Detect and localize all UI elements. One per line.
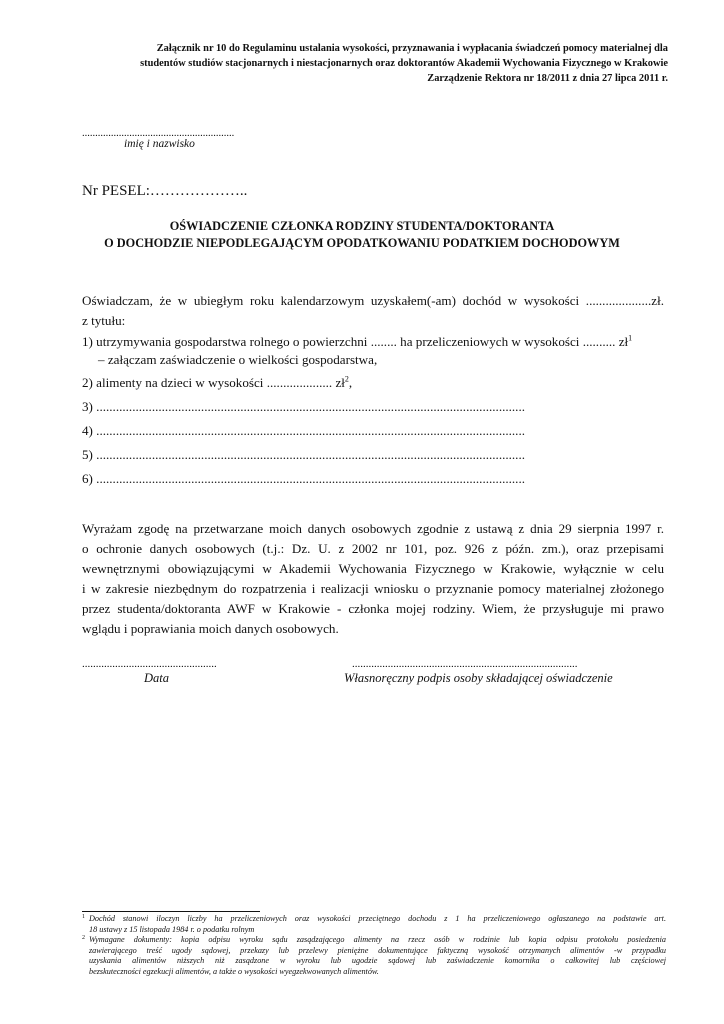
header-line: studentów studiów stacjonarnych i niestacjonarnych oraz doktorantów Akademii Wychowania Fizycznego w Krakowie [140,58,668,69]
footnote-separator [82,911,260,912]
footnote-number: 2 [82,935,85,942]
header-line: Zarządzenie Rektora nr 18/2011 z dnia 27 lipca 2011 r. [427,73,668,84]
consent-line: Wyrażam zgodę na przetwarzane moich danych osobowych zgodnie z ustawą z dnia 29 sierpnia 1997 r. [82,521,664,536]
income-item-2 [82,373,664,393]
consent-line: przez studenta/doktoranta AWF w Krakowie - członka mojej rodziny. Wiem, że przysługuje mi prawo [82,601,664,616]
income-item-6: 6) ................................................................................................................................... [82,471,526,486]
income-item-4: 4) ................................................................................................................................... [82,423,526,438]
footnote-2 [82,935,666,977]
income-item-text: 1) utrzymywania gospodarstwa rolnego o powierzchni ........ ha przeliczeniowych w wysokości .......... zł [82,334,629,349]
signature-field-label: Własnoręczny podpis osoby składającej oświadczenie [344,671,613,685]
footnote-text: Wymagane dokumenty: kopia odpisu wyroku sądu zasądzającego alimenty na rzecz osób w rodzinie lub kopia odpisu protokołu posiedzenia [89,935,666,945]
footnote-ref: 2 [344,374,349,384]
pesel-field: Nr PESEL:……………….. [82,183,248,199]
name-field-label: imię i nazwisko [124,138,195,150]
consent-line: wewnętrznymi obowiązującymi w Akademii Wychowania Fizycznego w Krakowie, wyłącznie w celu [82,561,664,576]
income-item-3: 3) ................................................................................................................................... [82,399,526,414]
declaration-line: z tytułu: [82,313,126,328]
consent-line: i w zakresie niezbędnym do rozpatrzenia i realizacji wniosku o przyznanie pomocy materialnej złożonego [82,581,664,596]
income-item-text: 2) alimenty na dzieci w wysokości .................... zł [82,375,345,390]
signature-field-dots: .................................................................................. [352,658,578,670]
income-item-1-note: – załączam zaświadczenie o wielkości gospodarstwa, [98,352,378,367]
declaration [82,291,664,331]
footnote-text: uzyskania alimentów niższych niż zasądzone w wyroku lub ugodzie sądowej lub zaświadczenie komornika o całkowitej lub częściowej [89,956,666,966]
footnotes [82,914,666,978]
footnote-1 [82,914,666,935]
header-line: Załącznik nr 10 do Regulaminu ustalania wysokości, przyznawania i wypłacania świadczeń pomocy materialnej dla [156,43,668,54]
consent-paragraph [82,519,664,639]
name-field-dots: .......................................................... [82,128,235,139]
consent-line: o ochronie danych osobowych (t.j.: Dz. U. z 2002 nr 101, poz. 926 z późn. zm.), oraz przepisami [82,541,664,556]
declaration-line: Oświadczam, że w ubiegłym roku kalendarzowym uzyskałem(-am) dochód w wysokości ....................zł. [82,293,664,308]
income-item-5: 5) ................................................................................................................................... [82,447,526,462]
consent-line: wglądu i poprawiania moich danych osobowych. [82,621,339,636]
date-field-label: Data [144,671,169,685]
footnote-ref: 1 [628,333,633,343]
date-field-dots: ................................................. [82,658,217,670]
income-item-1 [82,332,664,352]
footnote-text: bezskuteczności egzekucji alimentów, a także o wysokości wyegzekwowanych alimentów. [89,966,379,976]
footnote-text: Dochód stanowi iloczyn liczby ha przeliczeniowych oraz wysokości przeciętnego dochodu z 1 ha przeliczeniowego ogłaszanego na podstawie art. [89,914,666,923]
document-subtitle: O DOCHODZIE NIEPODLEGAJĄCYM OPODATKOWANIU PODATKIEM DOCHODOWYM [104,236,620,250]
footnote-text: 18 ustawy z 15 listopada 1984 r. o podatku rolnym [89,924,255,934]
income-item-text: , [348,375,353,390]
document-header [68,41,668,86]
footnote-text: zawierającego treść ugody sądowej, przekazy lub przelewy pieniężne dokumentujące faktyczną wysokość otrzymanych alimentów -w przypadku [89,945,666,955]
document-title: OŚWIADCZENIE CZŁONKA RODZINY STUDENTA/DOKTORANTA [169,219,555,233]
footnote-number: 1 [82,914,85,920]
